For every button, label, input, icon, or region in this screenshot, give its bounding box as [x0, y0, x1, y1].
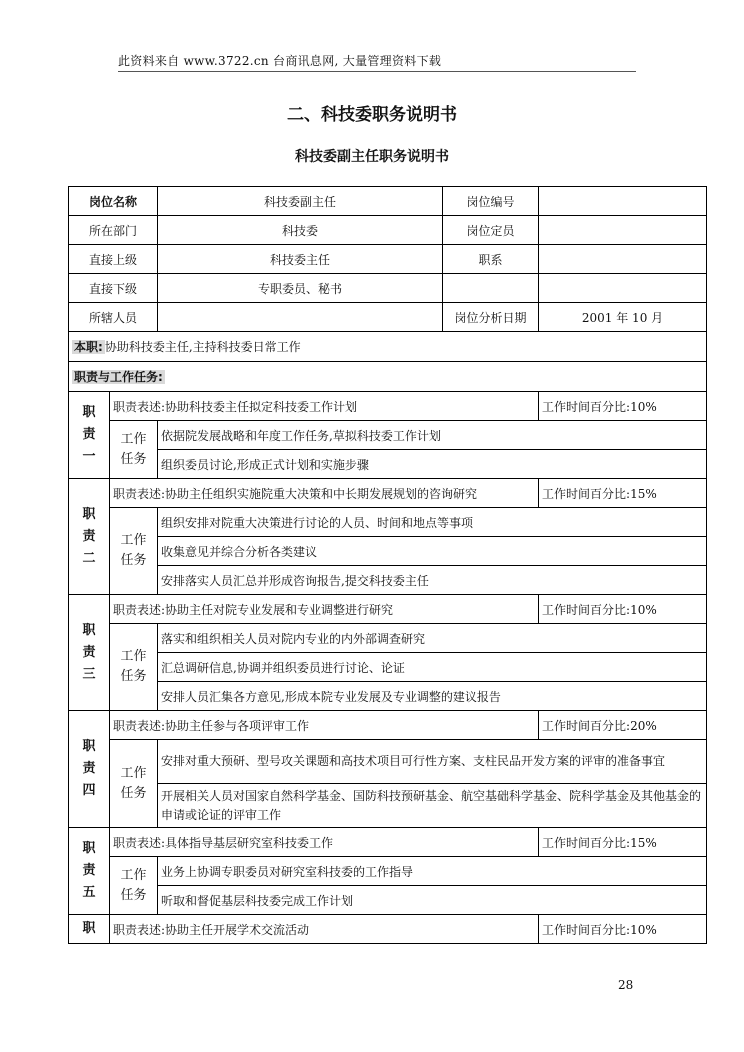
duty-label: 职 责 三: [69, 595, 110, 711]
task-item: 组织委员讨论,形成正式计划和实施步骤: [158, 450, 707, 479]
duty-time-percent: 工作时间百分比:20%: [539, 711, 707, 740]
section-label: 职责与工作任务:: [74, 370, 163, 384]
section-row: [69, 362, 707, 392]
task-row: [69, 740, 707, 784]
task-row: [69, 682, 707, 711]
info-value: 科技委副主任: [158, 187, 443, 216]
info-label: 所在部门: [69, 216, 158, 245]
info-value: [158, 303, 443, 332]
info-empty: [539, 274, 707, 303]
info-row: [69, 274, 707, 303]
duty-description: 职责表述:协助主任组织实施院重大决策和中长期发展规划的咨询研究: [110, 479, 539, 508]
duty-desc-row: [69, 711, 707, 740]
info-value: 专职委员、秘书: [158, 274, 443, 303]
task-label: 工作 任务: [110, 508, 158, 595]
duty-description: 职责表述:协助科技委主任拟定科技委工作计划: [110, 392, 539, 421]
duty-time-percent: 工作时间百分比:10%: [539, 595, 707, 624]
task-row: [69, 508, 707, 537]
task-item: 安排对重大预研、型号攻关课题和高技术项目可行性方案、支柱民品开发方案的评审的准备事宜: [158, 740, 707, 784]
info-label: 岗位分析日期: [443, 303, 539, 332]
task-row: [69, 566, 707, 595]
info-empty: [443, 274, 539, 303]
info-value: 科技委: [158, 216, 443, 245]
task-row: [69, 624, 707, 653]
duty-desc-row: [69, 595, 707, 624]
duty-time-percent: 工作时间百分比:10%: [539, 915, 707, 944]
duty-time-percent: 工作时间百分比:15%: [539, 828, 707, 857]
page-header: 此资料来自 www.3722.cn 台商讯息网, 大量管理资料下载: [118, 52, 636, 72]
duty-label: 职 责 二: [69, 479, 110, 595]
info-label: 直接上级: [69, 245, 158, 274]
info-label: 岗位编号: [443, 187, 539, 216]
info-value: 2001 年 10 月: [539, 303, 707, 332]
info-value: [539, 187, 707, 216]
info-row: [69, 187, 707, 216]
task-item: 听取和督促基层科技委完成工作计划: [158, 886, 707, 915]
duty-label: 职 责 一: [69, 392, 110, 479]
task-item: 组织安排对院重大决策进行讨论的人员、时间和地点等事项: [158, 508, 707, 537]
page-number: 28: [618, 978, 634, 992]
document-title: 二、科技委职务说明书: [287, 105, 457, 125]
duty-description: 职责表述:协助主任开展学术交流活动: [110, 915, 539, 944]
duty-time-percent: 工作时间百分比:15%: [539, 479, 707, 508]
task-row: [69, 421, 707, 450]
job-description-table: [68, 186, 707, 944]
info-label: 直接下级: [69, 274, 158, 303]
duty-description: 职责表述:协助主任参与各项评审工作: [110, 711, 539, 740]
info-row: [69, 216, 707, 245]
duty-desc-row: [69, 479, 707, 508]
task-item: 开展相关人员对国家自然科学基金、国防科技预研基金、航空基础科学基金、院科学基金及其他基金的申请或论证的评审工作: [158, 784, 707, 828]
info-label: 职系: [443, 245, 539, 274]
task-item: 落实和组织相关人员对院内专业的内外部调查研究: [158, 624, 707, 653]
info-value: [539, 216, 707, 245]
duty-desc-row: [69, 915, 707, 944]
task-item: 依据院发展战略和年度工作任务,草拟科技委工作计划: [158, 421, 707, 450]
benzhi-cell: [69, 332, 707, 362]
duty-desc-row: [69, 828, 707, 857]
task-item: 安排落实人员汇总并形成咨询报告,提交科技委主任: [158, 566, 707, 595]
benzhi-text: 协助科技委主任,主持科技委日常工作: [104, 340, 301, 354]
benzhi-label: 本职:: [74, 340, 103, 354]
task-row: [69, 886, 707, 915]
info-row: [69, 303, 707, 332]
duty-label: 职 责 四: [69, 711, 110, 828]
duty-label: 职: [69, 915, 110, 944]
task-row: [69, 653, 707, 682]
benzhi-row: [69, 332, 707, 362]
task-item: 业务上协调专职委员对研究室科技委的工作指导: [158, 857, 707, 886]
task-row: [69, 784, 707, 828]
duty-time-percent: 工作时间百分比:10%: [539, 392, 707, 421]
task-item: 收集意见并综合分析各类建议: [158, 537, 707, 566]
duty-label: 职 责 五: [69, 828, 110, 915]
task-label: 工作 任务: [110, 421, 158, 479]
info-value: [539, 245, 707, 274]
duty-description: 职责表述:具体指导基层研究室科技委工作: [110, 828, 539, 857]
duty-desc-row: [69, 392, 707, 421]
task-label: 工作 任务: [110, 857, 158, 915]
task-label: 工作 任务: [110, 624, 158, 711]
document-subtitle: 科技委副主任职务说明书: [295, 149, 449, 165]
task-item: 汇总调研信息,协调并组织委员进行讨论、论证: [158, 653, 707, 682]
task-row: [69, 450, 707, 479]
info-label: 岗位定员: [443, 216, 539, 245]
section-cell: [69, 362, 707, 392]
info-label: 岗位名称: [69, 187, 158, 216]
task-label: 工作 任务: [110, 740, 158, 828]
duty-description: 职责表述:协助主任对院专业发展和专业调整进行研究: [110, 595, 539, 624]
task-row: [69, 857, 707, 886]
task-row: [69, 537, 707, 566]
info-value: 科技委主任: [158, 245, 443, 274]
task-item: 安排人员汇集各方意见,形成本院专业发展及专业调整的建议报告: [158, 682, 707, 711]
info-label: 所辖人员: [69, 303, 158, 332]
info-row: [69, 245, 707, 274]
